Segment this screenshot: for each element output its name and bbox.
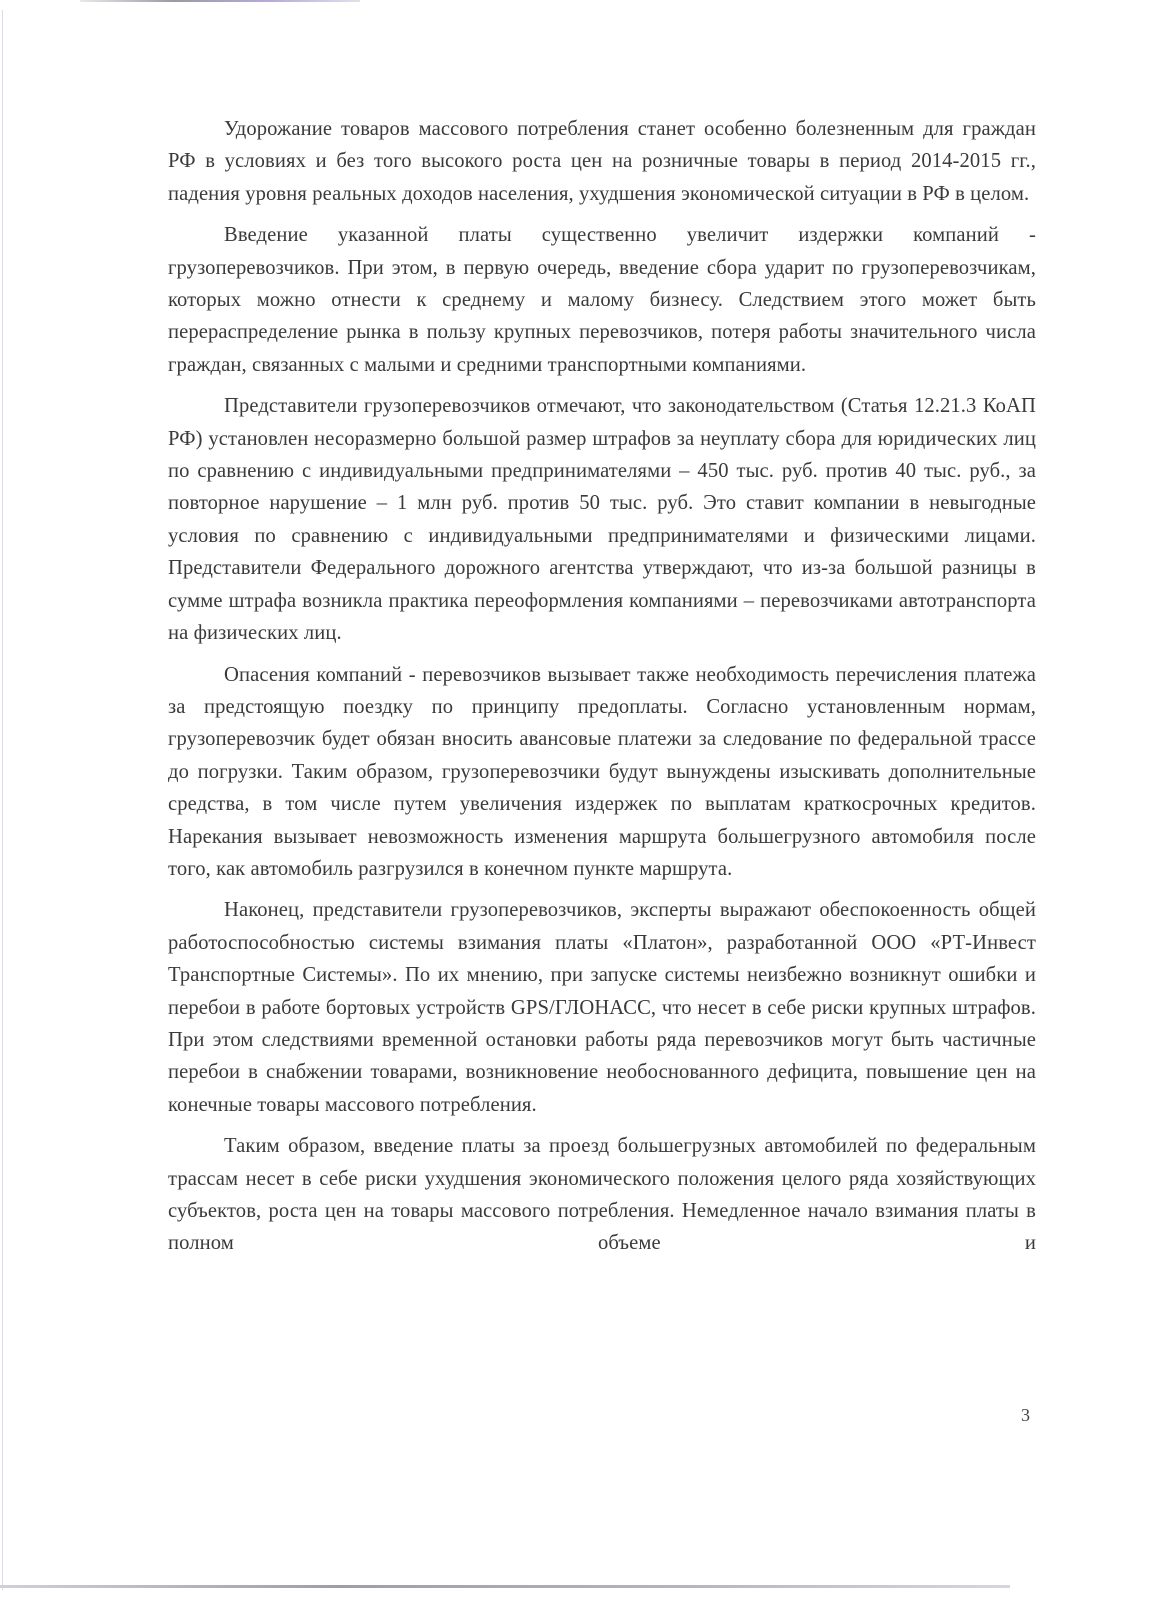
page-number: 3 [1021,1405,1030,1425]
scan-edge-bottom [0,1585,1010,1588]
paragraph-conclusion: Таким образом, введение платы за проезд большегрузных автомобилей по федеральным трассам несет в себе риски ухудшения экономического положения целого ряда хозяйствующих субъектов, роста цен на товары массового потребления. Немедленное начало взимания платы в полном объеме и [168,1135,1036,1255]
scan-edge-left [2,10,3,1590]
paragraph-prepayment: Опасения компаний - перевозчиков вызывает также необходимость перечисления платежа за предстоящую поездку по принципу предоплаты. Согласно установленным нормам, грузоперевозчик будет обязан вносить авансовые платежи за следование по федеральной трассе до погрузки. Таким образом, грузоперевозчики будут вынуждены изыскивать дополнительные средства, в том числе путем увеличения издержек по выплатам краткосрочных кредитов. Нарекания вызывает невозможность изменения маршрута большегрузного автомобиля после того, как автомобиль разгрузился в конечном пункте маршрута. [168,663,1036,880]
paragraph-fines: Представители грузоперевозчиков отмечают, что законодательством (Статья 12.21.3 КоАП РФ) установлен несоразмерно большой размер штрафов за неуплату сбора для юридических лиц по сравнению с индивидуальными предпринимателями – 450 тыс. руб. против 40 тыс. руб., за повторное нарушение – 1 млн руб. против 50 тыс. руб. Это ставит компании в невыгодные условия по сравнению с индивидуальными предпринимателями и физическими лицами. Представители Федерального дорожного агентства утверждают, что из-за большой разницы в сумме штрафа возникла практика переоформления компаниями – перевозчиками автотранспорта на физических лиц. [168,395,1036,645]
paragraph-carrier-costs: Введение указанной платы существенно увеличит издержки компаний - грузоперевозчиков. При этом, в первую очередь, введение сбора ударит по грузоперевозчикам, которых можно отнести к среднему и малому бизнесу. Следствием этого может быть перераспределение рынка в пользу крупных перевозчиков, потеря работы значительного числа граждан, связанных с малыми и средними транспортными компаниями. [168,224,1036,376]
paragraph-price-increase: Удорожание товаров массового потребления станет особенно болезненным для граждан РФ в условиях и без того высокого роста цен на розничные товары в период 2014-2015 гг., падения уровня реальных доходов населения, ухудшения экономической ситуации в РФ в целом. [168,118,1036,205]
scan-edge-top [80,0,360,2]
document-body [168,113,1036,1260]
paragraph-platon-system: Наконец, представители грузоперевозчиков, эксперты выражают обеспокоенность общей работоспособностью системы взимания платы «Платон», разработанной ООО «РТ-Инвест Транспортные Системы». По их мнению, при запуске системы неизбежно возникнут ошибки и перебои в работе бортовых устройств GPS/ГЛОНАСС, что несет в себе риски крупных штрафов. При этом следствиями временной остановки работы ряда перевозчиков могут быть частичные перебои в снабжении товарами, возникновение необоснованного дефицита, повышение цен на конечные товары массового потребления. [168,899,1036,1116]
